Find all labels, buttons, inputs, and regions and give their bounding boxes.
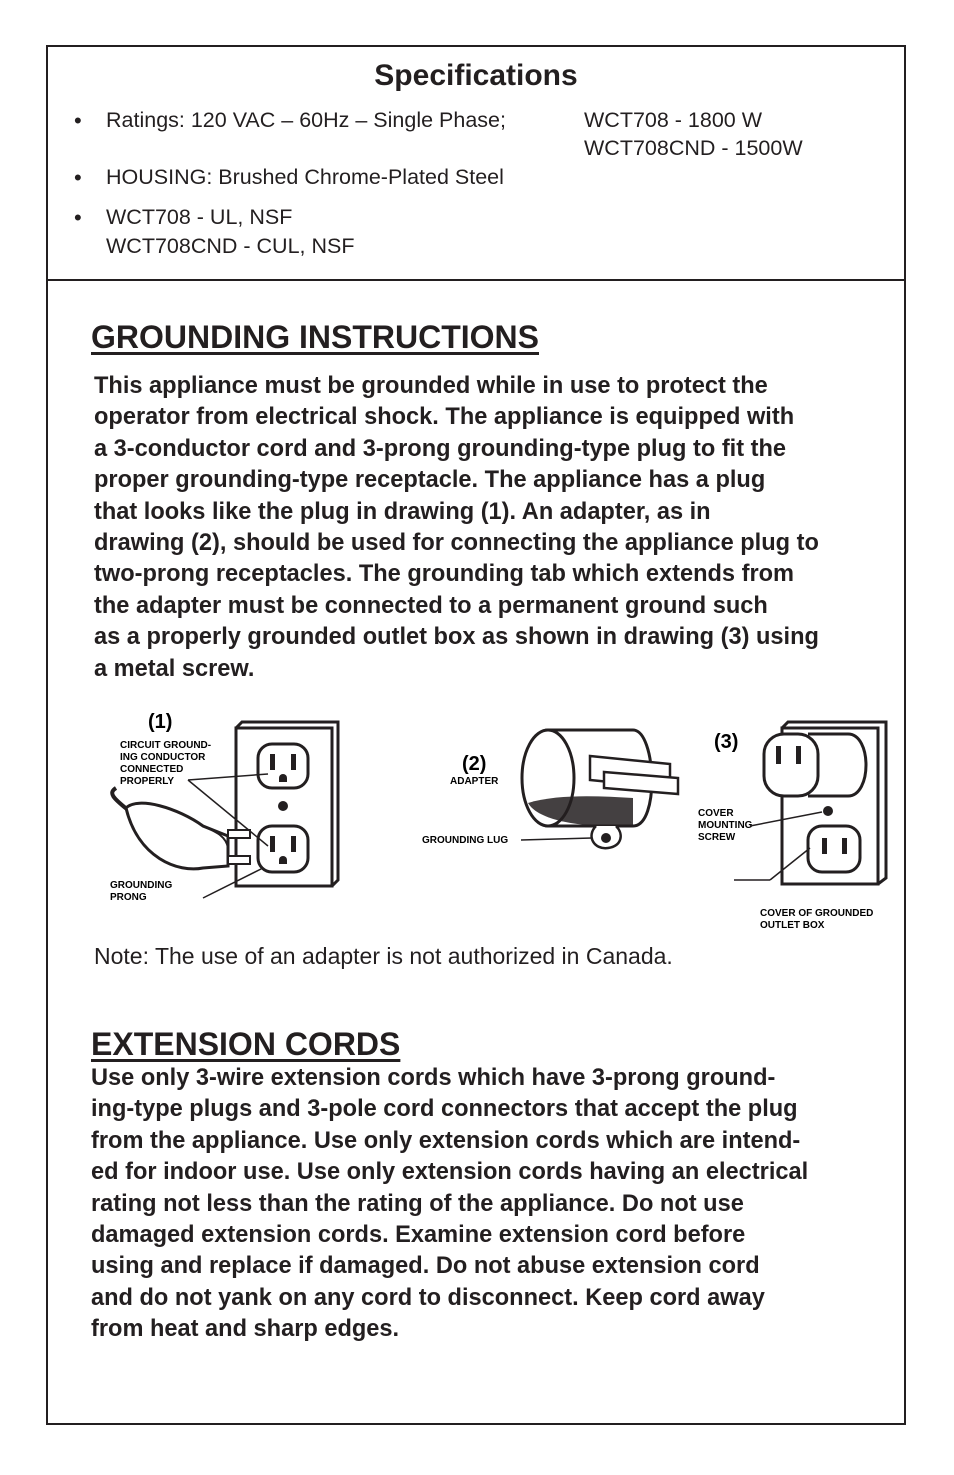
drawing-1-callout-line: CONNECTED	[120, 764, 184, 775]
paragraph-line: that looks like the plug in drawing (1). An adapter, as in	[94, 498, 711, 525]
grounding-prong-label-line: PRONG	[110, 892, 147, 903]
cover-screw-label-line: COVER	[698, 808, 734, 819]
paragraph-line: ed for indoor use. Use only extension cords having an electrical	[91, 1159, 809, 1186]
grounding-lug-label: GROUNDING LUG	[422, 835, 509, 846]
housing-text: HOUSING: Brushed Chrome-Plated Steel	[106, 165, 504, 189]
extension-cords-title: EXTENSION CORDS	[91, 1026, 401, 1062]
bullet-icon: •	[74, 165, 82, 190]
cover-label-line: COVER OF GROUNDED	[760, 908, 874, 919]
cover-label-line: OUTLET BOX	[760, 920, 825, 931]
rating-text: Ratings: 120 VAC – 60Hz – Single Phase;	[106, 108, 506, 132]
grounding-prong-label-line: GROUNDING	[110, 880, 173, 891]
paragraph-line: two-prong receptacles. The grounding tab which extends from	[94, 561, 795, 588]
drawing-1-number: (1)	[148, 711, 173, 733]
cover-screw-label-line: SCREW	[698, 832, 736, 843]
paragraph-line: proper grounding-type receptacle. The appliance has a plug	[94, 467, 766, 494]
drawing-2-number: (2)	[462, 753, 487, 775]
certification-2: WCT708CND - CUL, NSF	[106, 234, 355, 258]
receptacle-icon	[808, 826, 860, 872]
paragraph-line: damaged extension cords. Examine extension cord before	[91, 1222, 746, 1249]
instructions-section	[46, 279, 906, 1425]
paragraph-line: and do not yank on any cord to disconnect. Keep cord away	[91, 1284, 765, 1311]
certification-1: WCT708 - UL, NSF	[106, 205, 293, 229]
paragraph-line: from the appliance. Use only extension cords which are intend-	[91, 1127, 801, 1154]
drawing-3-grounded-outlet-box	[698, 722, 886, 931]
receptacle-icon	[258, 826, 308, 872]
paragraph-line: This appliance must be grounded while in use to protect the	[94, 373, 768, 399]
drawing-1-callout-line: CIRCUIT GROUND-	[120, 740, 212, 751]
cover-screw-label-line: MOUNTING	[698, 820, 753, 831]
paragraph-line: a 3-conductor cord and 3-prong grounding-type plug to fit the	[94, 435, 787, 462]
specifications-title: Specifications	[374, 59, 578, 92]
adapter-label: ADAPTER	[450, 776, 499, 787]
drawing-1-callout-line: PROPERLY	[120, 776, 175, 787]
paragraph-line: ing-type plugs and 3-pole cord connectors that accept the plug	[91, 1096, 798, 1123]
drawing-3-number: (3)	[714, 731, 739, 753]
specifications-section	[46, 45, 906, 279]
paragraph-line: rating not less than the rating of the appliance. Do not use	[91, 1190, 744, 1217]
grounding-title: GROUNDING INSTRUCTIONS	[91, 319, 539, 355]
drawing-2-adapter	[422, 730, 678, 848]
drawing-1-plug-in-outlet	[110, 711, 338, 903]
paragraph-line: the adapter must be connected to a permanent ground such	[94, 592, 768, 619]
paragraph-line: drawing (2), should be used for connecting the appliance plug to	[94, 530, 819, 557]
bullet-icon: •	[74, 108, 82, 133]
drawing-1-callout-line: ING CONDUCTOR	[120, 752, 206, 763]
grounding-paragraph	[94, 371, 819, 685]
cover-screw-icon	[823, 806, 833, 816]
bullet-icon: •	[74, 205, 82, 230]
rating-model-1: WCT708 - 1800 W	[584, 108, 763, 132]
grounding-prong-icon	[228, 856, 250, 864]
plug-icon	[126, 803, 228, 869]
canada-note: Note: The use of an adapter is not authorized in Canada.	[94, 943, 673, 969]
paragraph-line: from heat and sharp edges.	[91, 1316, 400, 1343]
extension-cords-paragraph	[91, 1063, 808, 1346]
paragraph-line: a metal screw.	[94, 655, 255, 682]
paragraph-line: as a properly grounded outlet box as shown in drawing (3) using	[94, 624, 819, 651]
paragraph-line: using and replace if damaged. Do not abuse extension cord	[91, 1253, 760, 1280]
paragraph-line: Use only 3-wire extension cords which have 3-prong ground-	[91, 1065, 776, 1091]
screw-icon	[278, 801, 288, 811]
paragraph-line: operator from electrical shock. The appliance is equipped with	[94, 404, 795, 431]
rating-model-2: WCT708CND - 1500W	[584, 136, 803, 160]
grounding-drawings	[108, 708, 874, 938]
